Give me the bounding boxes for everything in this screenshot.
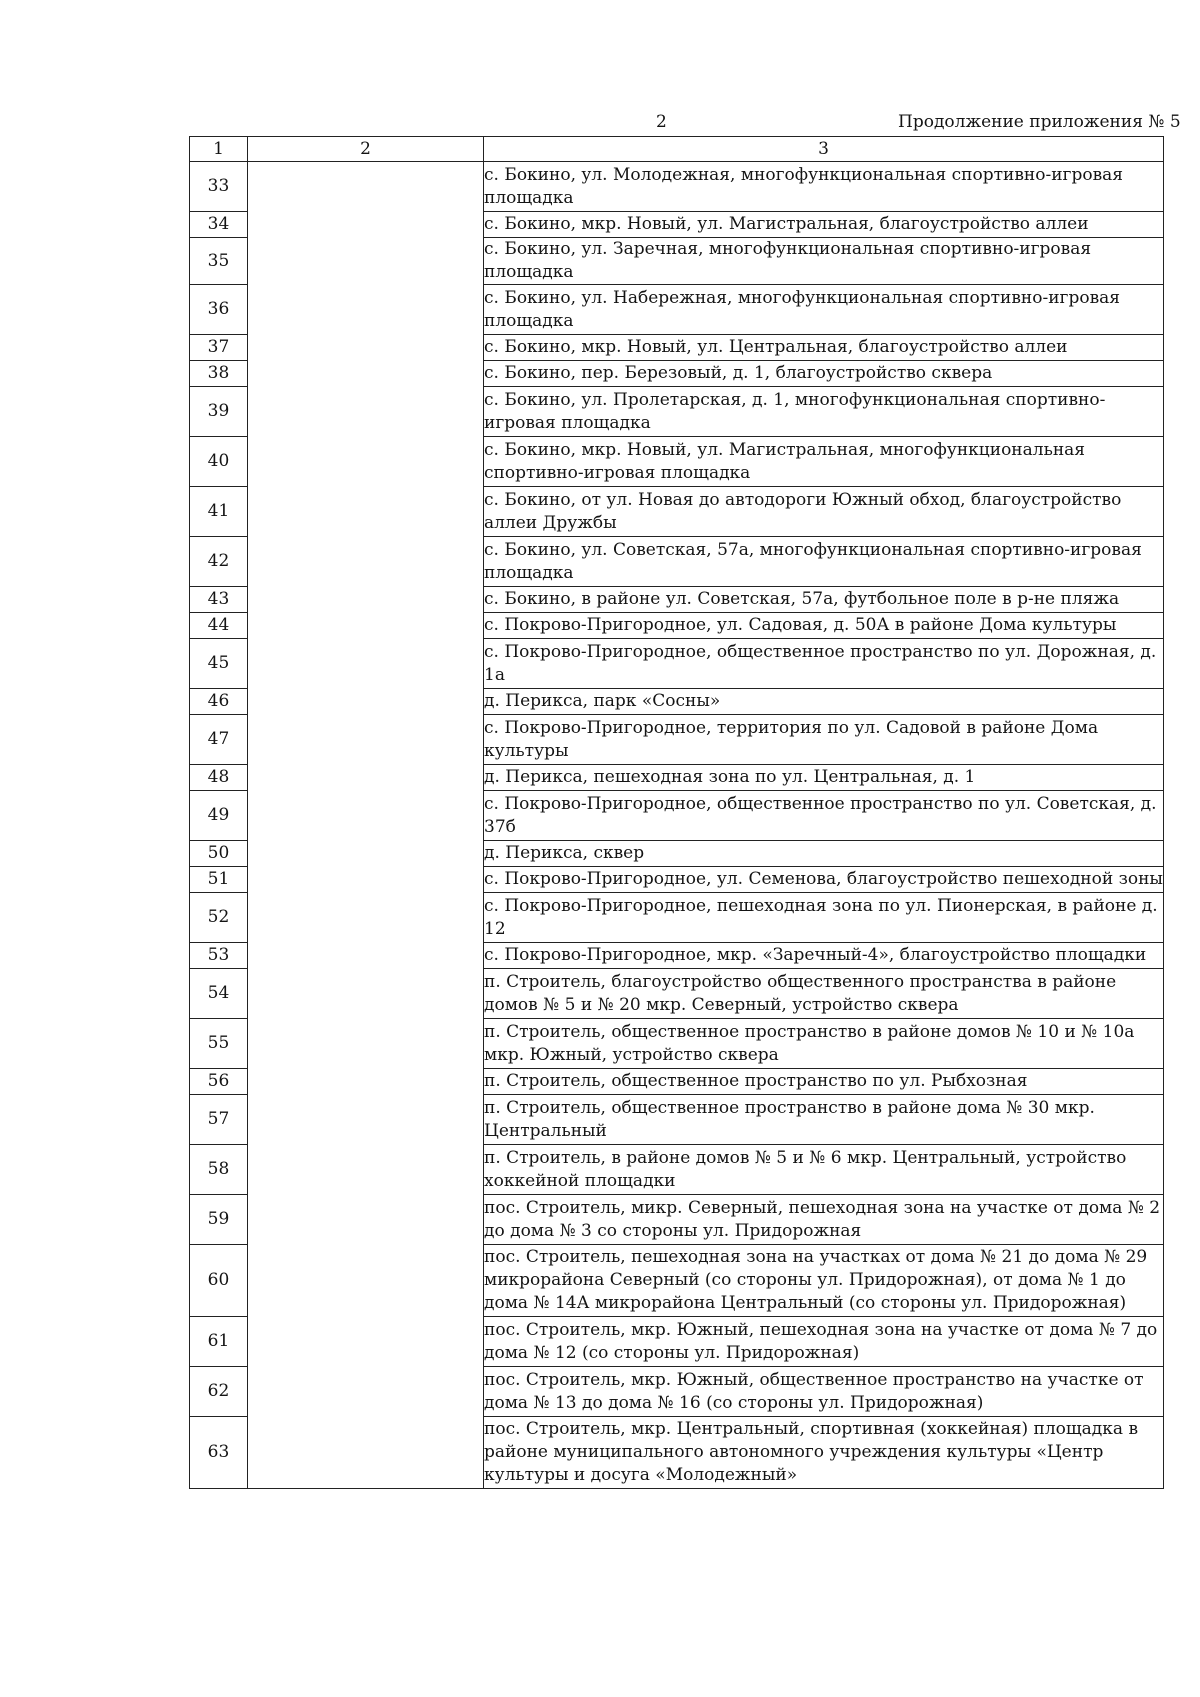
row-number: 47 (190, 715, 248, 765)
row-number: 49 (190, 791, 248, 841)
column-header-1: 1 (190, 137, 248, 162)
row-number: 51 (190, 867, 248, 893)
row-number: 44 (190, 613, 248, 639)
row-number: 56 (190, 1069, 248, 1095)
page-number: 2 (656, 112, 667, 132)
row-description: с. Бокино, мкр. Новый, ул. Магистральная, благоустройство аллеи (484, 212, 1164, 238)
row-description: с. Бокино, пер. Березовый, д. 1, благоустройство сквера (484, 361, 1164, 387)
row-description: пос. Строитель, микр. Северный, пешеходная зона на участке от дома № 2 до дома № 3 со стороны ул. Придорожная (484, 1195, 1164, 1245)
row-number: 41 (190, 487, 248, 537)
table-row (190, 162, 1164, 212)
row-number: 46 (190, 689, 248, 715)
table-header-row (190, 137, 1164, 162)
row-number: 54 (190, 969, 248, 1019)
row-number: 60 (190, 1245, 248, 1317)
row-description: с. Покрово-Пригородное, мкр. «Заречный-4», благоустройство площадки (484, 943, 1164, 969)
row-number: 34 (190, 212, 248, 238)
row-description: пос. Строитель, пешеходная зона на участках от дома № 21 до дома № 29 микрорайона Северный (со стороны ул. Придорожная), от дома № 1 до дома № 14А микрорайона Центральный (со стороны ул. Придорожная) (484, 1245, 1164, 1317)
row-number: 38 (190, 361, 248, 387)
row-number: 36 (190, 285, 248, 335)
row-number: 55 (190, 1019, 248, 1069)
row-description: с. Покрово-Пригородное, ул. Садовая, д. 50А в районе Дома культуры (484, 613, 1164, 639)
row-column-2 (248, 162, 484, 1489)
row-number: 42 (190, 537, 248, 587)
row-number: 45 (190, 639, 248, 689)
row-number: 59 (190, 1195, 248, 1245)
row-number: 43 (190, 587, 248, 613)
row-number: 40 (190, 437, 248, 487)
row-description: п. Строитель, общественное пространство в районе домов № 10 и № 10а мкр. Южный, устройство сквера (484, 1019, 1164, 1069)
row-number: 62 (190, 1367, 248, 1417)
row-description: с. Бокино, ул. Набережная, многофункциональная спортивно-игровая площадка (484, 285, 1164, 335)
row-description: пос. Строитель, мкр. Центральный, спортивная (хоккейная) площадка в районе муниципального автономного учреждения культуры «Центр культуры и досуга «Молодежный» (484, 1417, 1164, 1489)
continuation-caption: Продолжение приложения № 5 (898, 112, 1181, 132)
row-description: д. Перикса, парк «Сосны» (484, 689, 1164, 715)
row-description: п. Строитель, общественное пространство по ул. Рыбхозная (484, 1069, 1164, 1095)
row-description: с. Бокино, ул. Пролетарская, д. 1, многофункциональная спортивно-игровая площадка (484, 387, 1164, 437)
row-description: с. Бокино, от ул. Новая до автодороги Южный обход, благоустройство аллеи Дружбы (484, 487, 1164, 537)
objects-table (189, 136, 1164, 1489)
row-description: с. Покрово-Пригородное, общественное пространство по ул. Советская, д. 37б (484, 791, 1164, 841)
row-number: 61 (190, 1317, 248, 1367)
row-number: 35 (190, 238, 248, 285)
row-number: 50 (190, 841, 248, 867)
row-number: 37 (190, 335, 248, 361)
row-description: с. Бокино, мкр. Новый, ул. Магистральная, многофункциональная спортивно-игровая площадка (484, 437, 1164, 487)
row-number: 53 (190, 943, 248, 969)
row-description: с. Бокино, в районе ул. Советская, 57а, футбольное поле в р-не пляжа (484, 587, 1164, 613)
row-number: 58 (190, 1145, 248, 1195)
row-description: с. Покрово-Пригородное, ул. Семенова, благоустройство пешеходной зоны (484, 867, 1164, 893)
row-description: с. Бокино, ул. Советская, 57а, многофункциональная спортивно-игровая площадка (484, 537, 1164, 587)
column-header-2: 2 (248, 137, 484, 162)
row-description: с. Бокино, ул. Молодежная, многофункциональная спортивно-игровая площадка (484, 162, 1164, 212)
row-description: с. Бокино, мкр. Новый, ул. Центральная, благоустройство аллеи (484, 335, 1164, 361)
row-number: 39 (190, 387, 248, 437)
table-body (190, 162, 1164, 1489)
column-header-3: 3 (484, 137, 1164, 162)
row-description: д. Перикса, сквер (484, 841, 1164, 867)
row-description: п. Строитель, общественное пространство в районе дома № 30 мкр. Центральный (484, 1095, 1164, 1145)
row-description: с. Покрово-Пригородное, пешеходная зона по ул. Пионерская, в районе д. 12 (484, 893, 1164, 943)
row-description: с. Покрово-Пригородное, общественное пространство по ул. Дорожная, д. 1а (484, 639, 1164, 689)
row-description: пос. Строитель, мкр. Южный, пешеходная зона на участке от дома № 7 до дома № 12 (со стороны ул. Придорожная) (484, 1317, 1164, 1367)
row-number: 63 (190, 1417, 248, 1489)
row-description: с. Бокино, ул. Заречная, многофункциональная спортивно-игровая площадка (484, 238, 1164, 285)
row-number: 48 (190, 765, 248, 791)
row-description: с. Покрово-Пригородное, территория по ул. Садовой в районе Дома культуры (484, 715, 1164, 765)
row-description: д. Перикса, пешеходная зона по ул. Центральная, д. 1 (484, 765, 1164, 791)
row-number: 57 (190, 1095, 248, 1145)
row-description: пос. Строитель, мкр. Южный, общественное пространство на участке от дома № 13 до дома № 16 (со стороны ул. Придорожная) (484, 1367, 1164, 1417)
row-description: п. Строитель, благоустройство общественного пространства в районе домов № 5 и № 20 мкр. Северный, устройство сквера (484, 969, 1164, 1019)
row-description: п. Строитель, в районе домов № 5 и № 6 мкр. Центральный, устройство хоккейной площадки (484, 1145, 1164, 1195)
row-number: 52 (190, 893, 248, 943)
row-number: 33 (190, 162, 248, 212)
